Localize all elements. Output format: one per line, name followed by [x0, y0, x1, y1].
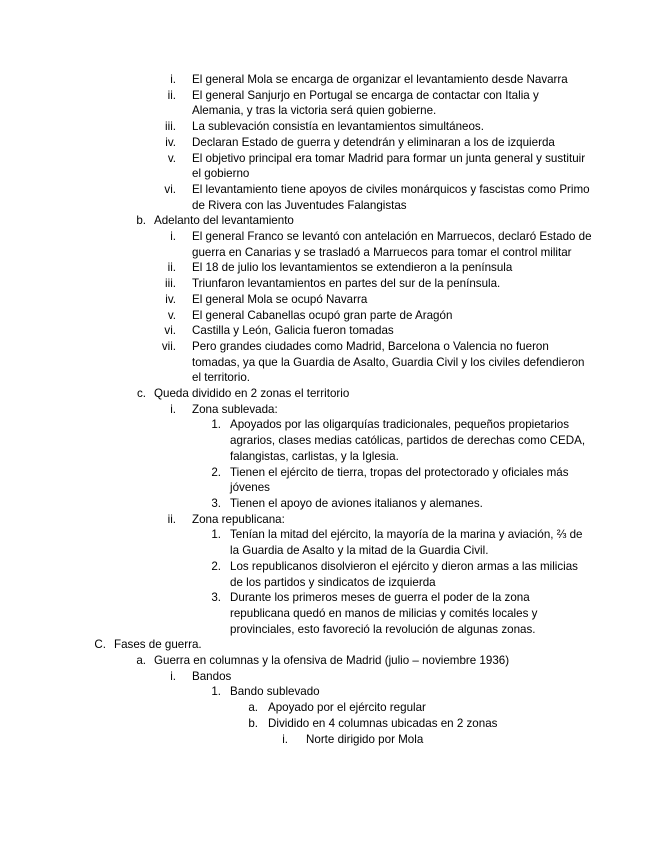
list-item	[0, 119, 655, 135]
list-text: El general Mola se encarga de organizar el levantamiento desde Navarra	[192, 73, 568, 86]
list-item	[0, 292, 655, 308]
list-item	[0, 590, 655, 637]
list-text: Declaran Estado de guerra y detendrán y eliminaran a los de izquierda	[192, 135, 555, 149]
list-marker: 3.	[211, 496, 221, 510]
list-text: El general Sanjurjo en Portugal se encarga de contactar con Italia y Alemania, y tras la victoria será quien gobierne.	[192, 88, 539, 118]
zone-heading-sublevada	[0, 402, 655, 418]
list-item	[0, 732, 655, 748]
list-text: Zona republicana:	[192, 512, 285, 526]
list-text: Castilla y León, Galicia fueron tomadas	[192, 324, 394, 338]
list-marker: c.	[136, 387, 146, 401]
list-text: Fases de guerra.	[114, 638, 202, 652]
list-item	[0, 527, 655, 558]
list-marker: i.	[170, 73, 176, 86]
list-text: Los republicanos disolvieron el ejército y dieron armas a las milicias de los partidos y sindicatos de izquierda	[230, 559, 578, 589]
list-marker: iii.	[165, 120, 176, 134]
list-marker: 1.	[211, 418, 221, 432]
list-marker: v.	[167, 308, 176, 322]
list-marker: iv.	[165, 135, 176, 149]
list-marker: vi.	[164, 182, 176, 196]
section-heading-fases	[0, 637, 655, 653]
list-marker: vi.	[164, 324, 176, 338]
list-marker: b.	[136, 214, 146, 228]
zone-heading-republicana	[0, 512, 655, 528]
list-text: Tienen el ejército de tierra, tropas del protectorado y oficiales más jóvenes	[230, 465, 569, 495]
list-text: Tenían la mitad del ejército, la mayoría de la marina y aviación, ⅔ de la Guardia de Asalto y la mitad de la Guardia Civil.	[230, 528, 583, 558]
list-marker: iv.	[165, 292, 176, 306]
document-page	[0, 72, 655, 747]
list-item	[0, 684, 655, 700]
list-text: El 18 de julio los levantamientos se extendieron a la península	[192, 261, 513, 275]
list-marker: 1.	[211, 528, 221, 542]
section-heading-b	[0, 213, 655, 229]
list-marker: iii.	[165, 277, 176, 291]
list-text: El general Franco se levantó con antelación en Marruecos, declaró Estado de guerra en Canarias y se trasladó a Marruecos para tomar el control militar	[192, 230, 592, 259]
list-text: Guerra en columnas y la ofensiva de Madrid (julio – noviembre 1936)	[154, 654, 510, 668]
list-item	[0, 496, 655, 512]
list-text: Apoyado por el ejército regular	[268, 701, 426, 715]
list-text: Norte dirigido por Mola	[306, 732, 424, 746]
list-text: El objetivo principal era tomar Madrid para formar un junta general y sustituir el gobierno	[192, 151, 586, 181]
section-heading-c	[0, 386, 655, 402]
list-text: El levantamiento tiene apoyos de civiles monárquicos y fascistas como Primo de Rivera con las Juventudes Falangistas	[192, 182, 590, 212]
list-text: Zona sublevada:	[192, 402, 278, 416]
list-text: Triunfaron levantamientos en partes del sur de la península.	[192, 277, 501, 291]
list-text: Queda dividido en 2 zonas el territorio	[154, 387, 350, 401]
list-marker: ii.	[167, 512, 176, 526]
list-text: La sublevación consistía en levantamientos simultáneos.	[192, 120, 484, 134]
list-marker: i.	[170, 230, 176, 244]
list-text: Tienen el apoyo de aviones italianos y alemanes.	[230, 496, 483, 510]
list-item	[0, 72, 655, 88]
list-marker: i.	[170, 402, 176, 416]
list-marker: 1.	[211, 685, 221, 699]
list-item	[0, 323, 655, 339]
list-item	[0, 669, 655, 685]
list-marker: v.	[167, 151, 176, 165]
list-item	[0, 182, 655, 213]
list-item	[0, 417, 655, 464]
list-item	[0, 653, 655, 669]
list-item	[0, 339, 655, 386]
list-marker: i.	[282, 732, 288, 746]
list-item	[0, 308, 655, 324]
list-marker: i.	[170, 669, 176, 683]
list-item	[0, 88, 655, 119]
list-text: El general Cabanellas ocupó gran parte de Aragón	[192, 308, 453, 322]
list-text: El general Mola se ocupó Navarra	[192, 292, 368, 306]
list-marker: ii.	[167, 261, 176, 275]
list-marker: 2.	[211, 465, 221, 479]
list-item	[0, 716, 655, 732]
list-text: Bandos	[192, 669, 232, 683]
list-text: Dividido en 4 columnas ubicadas en 2 zonas	[268, 716, 498, 730]
list-item	[0, 151, 655, 182]
list-marker: a.	[136, 654, 146, 668]
list-item	[0, 276, 655, 292]
list-item	[0, 135, 655, 151]
list-text: Adelanto del levantamiento	[154, 214, 294, 228]
list-item	[0, 465, 655, 496]
list-item	[0, 260, 655, 276]
list-marker: b.	[248, 716, 258, 730]
list-marker: a.	[248, 701, 258, 715]
list-marker: vii.	[161, 339, 176, 353]
list-text: Bando sublevado	[230, 685, 320, 699]
list-marker: ii.	[167, 88, 176, 102]
list-item	[0, 559, 655, 590]
list-marker: C.	[94, 638, 106, 652]
list-item	[0, 700, 655, 716]
list-item	[0, 229, 655, 260]
list-text: Durante los primeros meses de guerra el poder de la zona republicana quedó en manos de milicias y comités locales y provinciales, esto favoreció la revolución de algunas zonas.	[230, 591, 538, 636]
list-marker: 3.	[211, 591, 221, 605]
list-marker: 2.	[211, 559, 221, 573]
list-text: Apoyados por las oligarquías tradicionales, pequeños propietarios agrarios, clases medias católicas, partidos de derechas como CEDA, falangistas, carlistas, y la Iglesia.	[230, 418, 586, 463]
list-text: Pero grandes ciudades como Madrid, Barcelona o Valencia no fueron tomadas, ya que la Guardia de Asalto, Guardia Civil y los civiles defendieron el territorio.	[192, 339, 585, 385]
